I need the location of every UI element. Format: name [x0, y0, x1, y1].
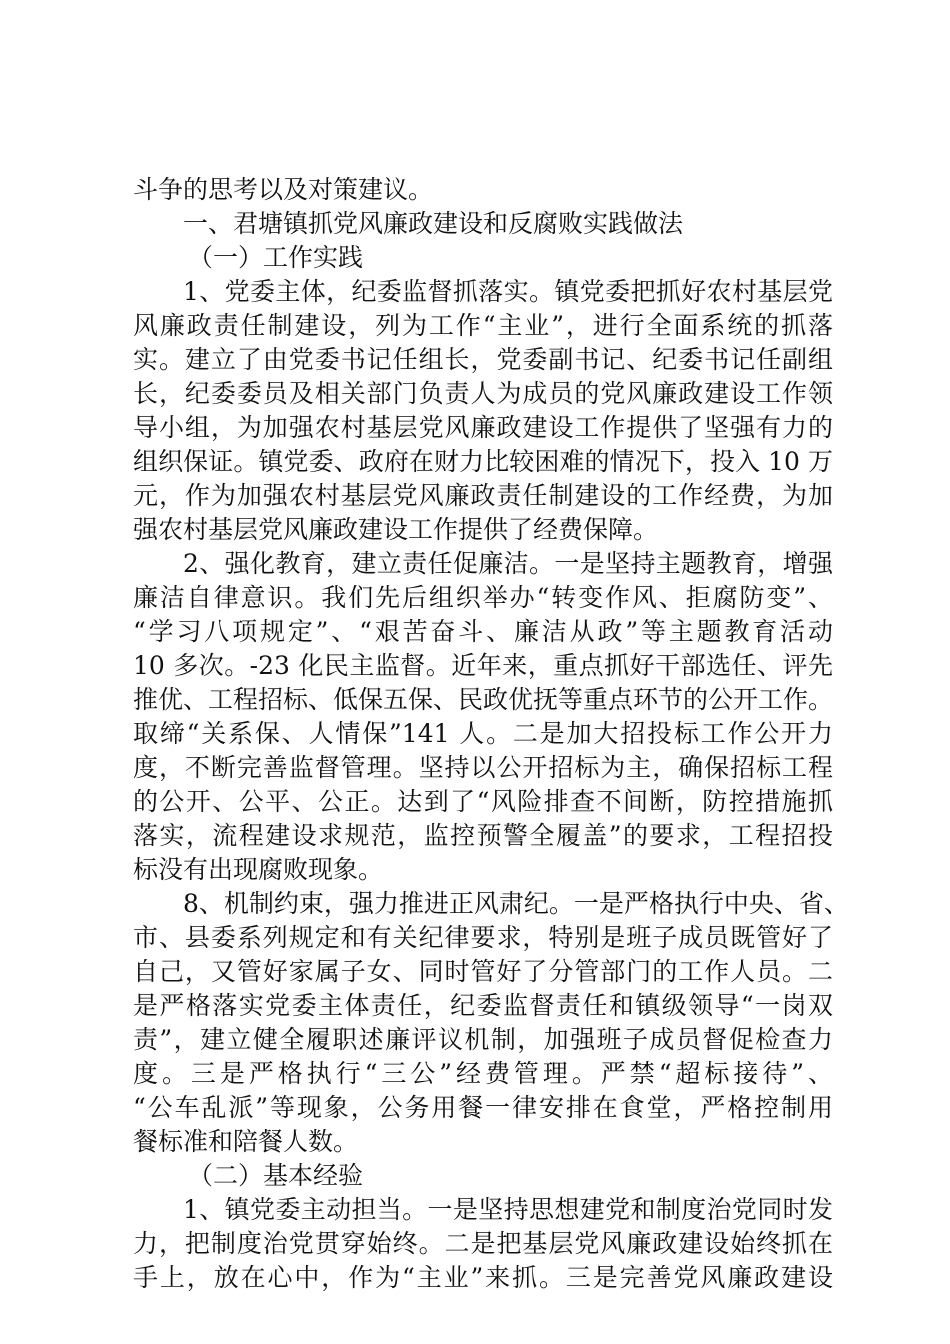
text-line: 市、县委系列规定和有关纪律要求，特别是班子成员既管好了 [133, 923, 833, 952]
text-line: 2、强化教育，建立责任促廉洁。一是坚持主题教育，增强 [183, 549, 833, 578]
text-line: 力，把制度治党贯穿始终。二是把基层党风廉政建设始终抓在 [133, 1229, 833, 1258]
text-line: 标没有出现腐败现象。 [133, 855, 384, 884]
text-line: 风廉政责任制建设，列为工作“主业”，进行全面系统的抓落 [133, 311, 833, 340]
text-line: 10 多次。-23 化民主监督。近年来，重点抓好干部选任、评先 [133, 651, 833, 680]
text-line: 1、党委主体，纪委监督抓落实。镇党委把抓好农村基层党 [183, 277, 833, 306]
text-line: 强农村基层党风廉政建设工作提供了经费保障。 [133, 515, 659, 544]
text-line: 推优、工程招标、低保五保、民政优抚等重点环节的公开工作。 [133, 685, 834, 714]
text-line: 落实，流程建设求规范，监控预警全履盖”的要求，工程招投 [133, 821, 833, 850]
text-line: 度。三是严格执行“三公”经费管理。严禁“超标接待”、 [133, 1059, 833, 1088]
subsection-heading: （一）工作实践 [188, 243, 364, 272]
text-line: 度，不断完善监督管理。坚持以公开招标为主，确保招标工程 [133, 753, 833, 782]
text-line: 长，纪委委员及相关部门负责人为成员的党风廉政建设工作领 [133, 379, 833, 408]
text-line: “学习八项规定”、“艰苦奋斗、廉洁从政”等主题教育活动 [133, 617, 833, 646]
text-line: 是严格落实党委主体责任，纪委监督责任和镇级领导“一岗双 [133, 991, 833, 1020]
text-line: 廉洁自律意识。我们先后组织举办“转变作风、拒腐防变”、 [133, 583, 833, 612]
text-line: 组织保证。镇党委、政府在财力比较困难的情况下，投入 10 万 [133, 447, 833, 476]
text-line: 元，作为加强农村基层党风廉政责任制建设的工作经费，为加 [133, 481, 833, 510]
subsection-heading: （二）基本经验 [188, 1161, 364, 1190]
text-line: 的公开、公平、公正。达到了“风险排查不间断，防控措施抓 [133, 787, 833, 816]
text-line: 8、机制约束，强力推进正风肃纪。一是严格执行中央、省、 [183, 889, 849, 918]
text-line: 斗争的思考以及对策建议。 [133, 175, 434, 204]
text-line: 餐标准和陪餐人数。 [133, 1127, 359, 1156]
text-line: 导小组，为加强农村基层党风廉政建设工作提供了坚强有力的 [133, 413, 833, 442]
text-line: 取缔“关系保、人情保”141 人。二是加大招投标工作公开力 [133, 719, 833, 748]
text-line: 手上，放在心中，作为“主业”来抓。三是完善党风廉政建设 [133, 1263, 833, 1292]
text-line: 实。建立了由党委书记任组长，党委副书记、纪委书记任副组 [133, 345, 833, 374]
text-line: 责”，建立健全履职述廉评议机制，加强班子成员督促检查力 [133, 1025, 833, 1054]
document-body [133, 173, 849, 1295]
text-line: “公车乱派”等现象，公务用餐一律安排在食堂，严格控制用 [133, 1093, 833, 1122]
text-line: 自己，又管好家属子女、同时管好了分管部门的工作人员。二 [133, 957, 833, 986]
section-heading: 一、君塘镇抓党风廉政建设和反腐败实践做法 [183, 209, 684, 238]
text-line: 1、镇党委主动担当。一是坚持思想建党和制度治党同时发 [183, 1195, 833, 1224]
